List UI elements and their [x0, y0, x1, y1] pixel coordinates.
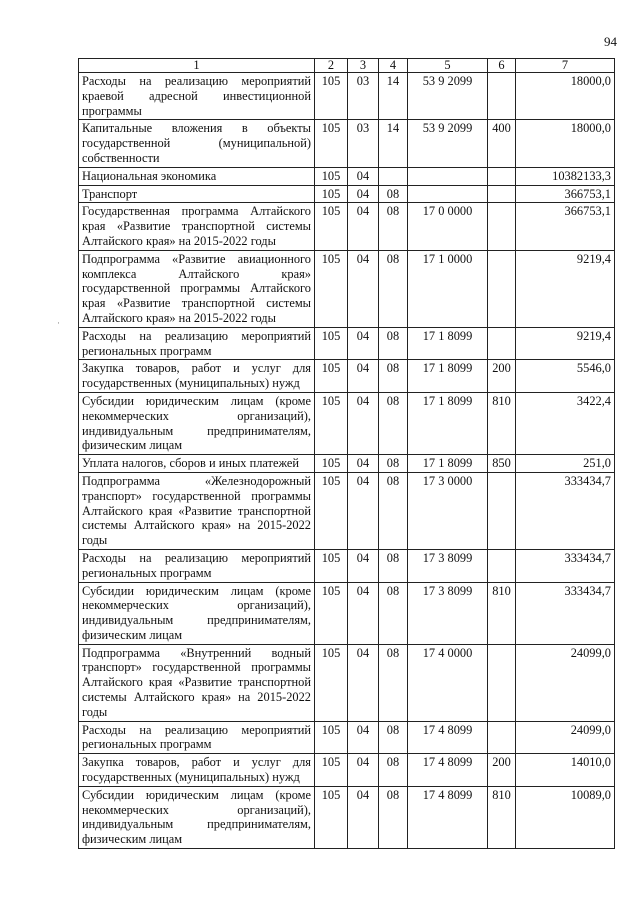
- header-cell: 5: [408, 59, 488, 73]
- row-code-cell: 105: [315, 754, 348, 787]
- row-subsection-cell: 08: [379, 327, 408, 360]
- table-row: [79, 549, 615, 582]
- row-target-cell: [408, 185, 488, 203]
- row-code-cell: 105: [315, 203, 348, 250]
- row-name-cell: Расходы на реализацию мероприятий региональных программ: [79, 327, 315, 360]
- row-target-cell: 17 4 0000: [408, 644, 488, 721]
- row-amount-cell: 333434,7: [516, 582, 615, 644]
- row-expense-type-cell: [488, 549, 516, 582]
- row-section-cell: 03: [348, 120, 379, 167]
- row-code-cell: 105: [315, 549, 348, 582]
- row-expense-type-cell: [488, 203, 516, 250]
- row-name-cell: Подпрограмма «Развитие авиационного комплекса Алтайского края» государственной программы Алтайского края «Развитие транспортной системы Алтайского края» на 2015-2022 годы: [79, 250, 315, 327]
- row-expense-type-cell: 810: [488, 786, 516, 848]
- row-subsection-cell: 08: [379, 455, 408, 473]
- row-subsection-cell: 08: [379, 549, 408, 582]
- row-code-cell: 105: [315, 360, 348, 393]
- row-amount-cell: 10382133,3: [516, 167, 615, 185]
- row-expense-type-cell: [488, 73, 516, 120]
- row-target-cell: 17 3 8099: [408, 549, 488, 582]
- row-name-cell: Государственная программа Алтайского края «Развитие транспортной системы Алтайского края» на 2015-2022 годы: [79, 203, 315, 250]
- row-section-cell: 04: [348, 721, 379, 754]
- row-amount-cell: 251,0: [516, 455, 615, 473]
- row-target-cell: [408, 167, 488, 185]
- row-expense-type-cell: 400: [488, 120, 516, 167]
- row-expense-type-cell: 810: [488, 392, 516, 454]
- row-section-cell: 04: [348, 392, 379, 454]
- row-expense-type-cell: [488, 250, 516, 327]
- row-section-cell: 04: [348, 472, 379, 549]
- row-target-cell: 17 1 8099: [408, 327, 488, 360]
- row-amount-cell: 366753,1: [516, 185, 615, 203]
- row-name-cell: Капитальные вложения в объекты государственной (муниципальной) собственности: [79, 120, 315, 167]
- row-subsection-cell: 08: [379, 644, 408, 721]
- page-number: 94: [604, 34, 617, 49]
- row-amount-cell: 3422,4: [516, 392, 615, 454]
- row-section-cell: 04: [348, 754, 379, 787]
- row-section-cell: 04: [348, 582, 379, 644]
- row-expense-type-cell: [488, 327, 516, 360]
- row-section-cell: 04: [348, 167, 379, 185]
- header-cell: 6: [488, 59, 516, 73]
- row-code-cell: 105: [315, 786, 348, 848]
- header-cell: 1: [79, 59, 315, 73]
- row-amount-cell: 333434,7: [516, 472, 615, 549]
- row-name-cell: Расходы на реализацию мероприятий региональных программ: [79, 549, 315, 582]
- row-amount-cell: 9219,4: [516, 327, 615, 360]
- row-name-cell: Транспорт: [79, 185, 315, 203]
- table-row: [79, 167, 615, 185]
- header-cell: 2: [315, 59, 348, 73]
- row-target-cell: 17 0 0000: [408, 203, 488, 250]
- row-subsection-cell: 08: [379, 472, 408, 549]
- row-expense-type-cell: [488, 185, 516, 203]
- row-expense-type-cell: [488, 472, 516, 549]
- row-name-cell: Расходы на реализацию мероприятий краевой адресной инвестиционной программы: [79, 73, 315, 120]
- row-section-cell: 04: [348, 185, 379, 203]
- row-target-cell: 17 1 0000: [408, 250, 488, 327]
- row-target-cell: 17 1 8099: [408, 360, 488, 393]
- row-subsection-cell: 08: [379, 754, 408, 787]
- row-name-cell: Подпрограмма «Внутренний водный транспорт» государственной программы Алтайского края «Развитие транспортной системы Алтайского края» на 2015-2022 годы: [79, 644, 315, 721]
- table-row: [79, 582, 615, 644]
- table-row: [79, 786, 615, 848]
- row-subsection-cell: 08: [379, 721, 408, 754]
- row-section-cell: 04: [348, 327, 379, 360]
- row-target-cell: 17 1 8099: [408, 392, 488, 454]
- table-row: [79, 203, 615, 250]
- header-cell: 4: [379, 59, 408, 73]
- row-target-cell: 17 3 8099: [408, 582, 488, 644]
- row-code-cell: 105: [315, 455, 348, 473]
- row-section-cell: 04: [348, 549, 379, 582]
- budget-table: [78, 58, 615, 849]
- row-target-cell: 17 1 8099: [408, 455, 488, 473]
- row-section-cell: 04: [348, 360, 379, 393]
- row-name-cell: Закупка товаров, работ и услуг для государственных (муниципальных) нужд: [79, 754, 315, 787]
- table-row: [79, 472, 615, 549]
- row-code-cell: 105: [315, 472, 348, 549]
- row-subsection-cell: 08: [379, 392, 408, 454]
- row-code-cell: 105: [315, 721, 348, 754]
- table-row: [79, 754, 615, 787]
- row-subsection-cell: [379, 167, 408, 185]
- row-subsection-cell: 08: [379, 786, 408, 848]
- row-amount-cell: 333434,7: [516, 549, 615, 582]
- table-row: [79, 73, 615, 120]
- row-subsection-cell: 14: [379, 73, 408, 120]
- row-expense-type-cell: [488, 167, 516, 185]
- table-row: [79, 721, 615, 754]
- row-code-cell: 105: [315, 167, 348, 185]
- header-row: [79, 59, 615, 73]
- row-subsection-cell: 08: [379, 360, 408, 393]
- row-amount-cell: 10089,0: [516, 786, 615, 848]
- row-target-cell: 17 4 8099: [408, 754, 488, 787]
- row-subsection-cell: 14: [379, 120, 408, 167]
- row-amount-cell: 18000,0: [516, 73, 615, 120]
- header-cell: 3: [348, 59, 379, 73]
- table-row: [79, 185, 615, 203]
- table-row: [79, 120, 615, 167]
- row-target-cell: 53 9 2099: [408, 120, 488, 167]
- row-name-cell: Субсидии юридическим лицам (кроме некоммерческих организаций), индивидуальным предпринимателям, физическим лицам: [79, 582, 315, 644]
- table-row: [79, 392, 615, 454]
- row-code-cell: 105: [315, 250, 348, 327]
- row-amount-cell: 24099,0: [516, 644, 615, 721]
- row-subsection-cell: 08: [379, 250, 408, 327]
- row-subsection-cell: 08: [379, 203, 408, 250]
- row-amount-cell: 5546,0: [516, 360, 615, 393]
- row-code-cell: 105: [315, 327, 348, 360]
- row-amount-cell: 18000,0: [516, 120, 615, 167]
- row-amount-cell: 9219,4: [516, 250, 615, 327]
- row-name-cell: Субсидии юридическим лицам (кроме некоммерческих организаций), индивидуальным предпринимателям, физическим лицам: [79, 786, 315, 848]
- row-expense-type-cell: 200: [488, 754, 516, 787]
- row-expense-type-cell: [488, 721, 516, 754]
- row-section-cell: 04: [348, 786, 379, 848]
- row-subsection-cell: 08: [379, 185, 408, 203]
- table-row: [79, 327, 615, 360]
- row-section-cell: 04: [348, 644, 379, 721]
- row-code-cell: 105: [315, 73, 348, 120]
- row-expense-type-cell: 200: [488, 360, 516, 393]
- row-expense-type-cell: 810: [488, 582, 516, 644]
- row-expense-type-cell: 850: [488, 455, 516, 473]
- row-name-cell: Национальная экономика: [79, 167, 315, 185]
- table-row: [79, 644, 615, 721]
- row-name-cell: Закупка товаров, работ и услуг для государственных (муниципальных) нужд: [79, 360, 315, 393]
- row-amount-cell: 14010,0: [516, 754, 615, 787]
- row-target-cell: 53 9 2099: [408, 73, 488, 120]
- table-row: [79, 250, 615, 327]
- row-subsection-cell: 08: [379, 582, 408, 644]
- row-section-cell: 04: [348, 203, 379, 250]
- margin-mark: ·: [57, 318, 60, 328]
- row-amount-cell: 24099,0: [516, 721, 615, 754]
- row-name-cell: Подпрограмма «Железнодорожный транспорт» государственной программы Алтайского края «Развитие транспортной системы Алтайского края» на 2015-2022 годы: [79, 472, 315, 549]
- row-target-cell: 17 3 0000: [408, 472, 488, 549]
- table-row: [79, 455, 615, 473]
- row-code-cell: 105: [315, 185, 348, 203]
- row-target-cell: 17 4 8099: [408, 721, 488, 754]
- row-section-cell: 04: [348, 455, 379, 473]
- row-section-cell: 04: [348, 250, 379, 327]
- row-name-cell: Субсидии юридическим лицам (кроме некоммерческих организаций), индивидуальным предпринимателям, физическим лицам: [79, 392, 315, 454]
- table-row: [79, 360, 615, 393]
- row-name-cell: Расходы на реализацию мероприятий региональных программ: [79, 721, 315, 754]
- row-name-cell: Уплата налогов, сборов и иных платежей: [79, 455, 315, 473]
- row-code-cell: 105: [315, 120, 348, 167]
- row-expense-type-cell: [488, 644, 516, 721]
- row-code-cell: 105: [315, 644, 348, 721]
- header-cell: 7: [516, 59, 615, 73]
- row-code-cell: 105: [315, 392, 348, 454]
- row-section-cell: 03: [348, 73, 379, 120]
- row-code-cell: 105: [315, 582, 348, 644]
- row-amount-cell: 366753,1: [516, 203, 615, 250]
- row-target-cell: 17 4 8099: [408, 786, 488, 848]
